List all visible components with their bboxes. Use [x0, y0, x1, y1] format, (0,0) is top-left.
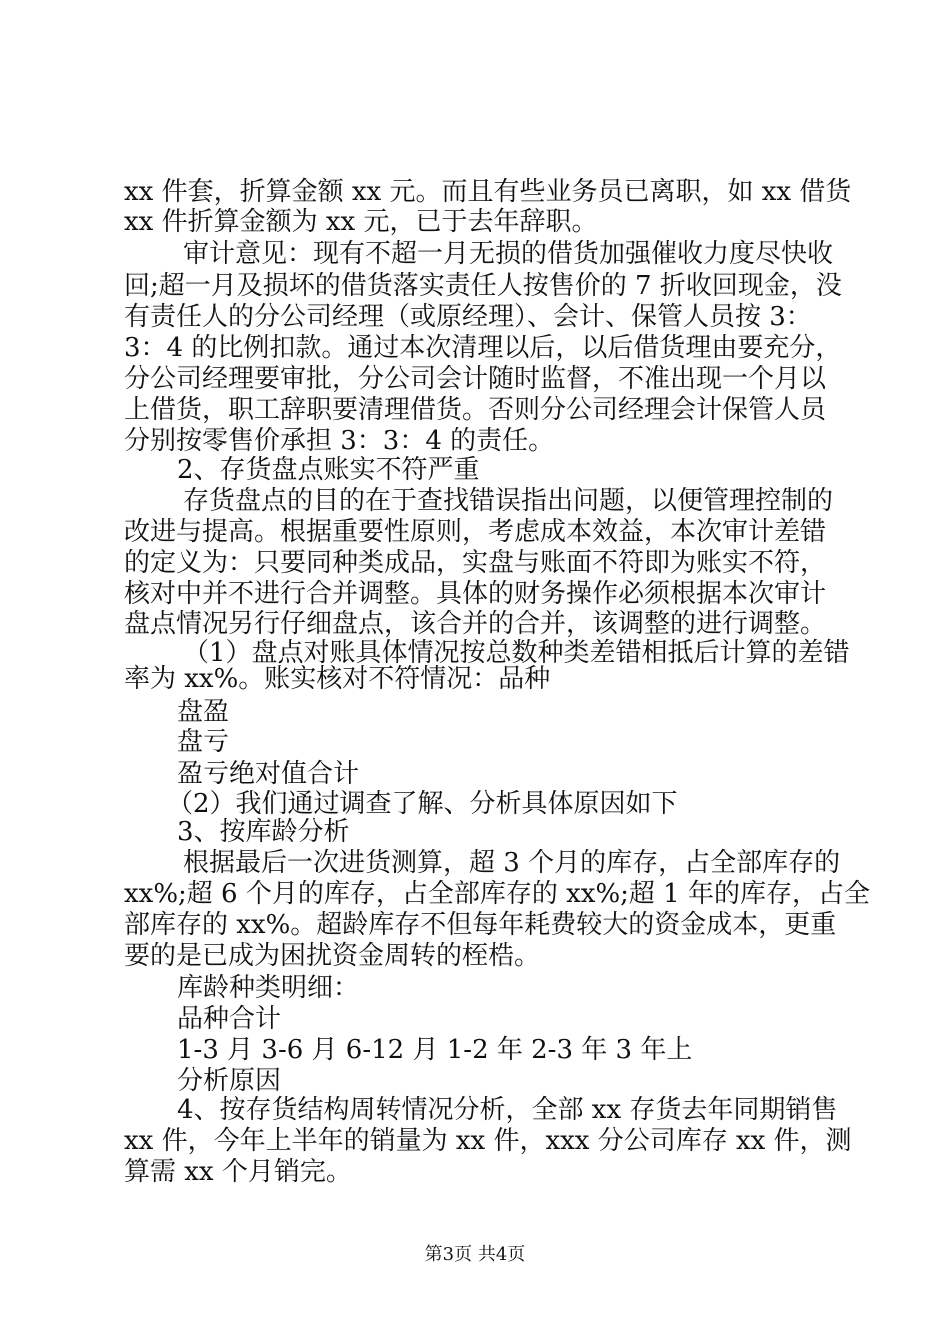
text-line: xx 件，今年上半年的销量为 xx 件，xxx 分公司库存 xx 件，测 [124, 1126, 852, 1156]
section-heading: 3、按库龄分析 [177, 817, 350, 847]
text-line: 盘盈 [177, 697, 230, 727]
text-line: 的定义为：只要同种类成品，实盘与账面不符即为账实不符， [124, 548, 827, 578]
text-line: 审计意见：现有不超一月无损的借货加强催收力度尽快收 [183, 239, 834, 269]
text-line: 根据最后一次进货测算，超 3 个月的库存，占全部库存的 [183, 848, 841, 878]
page-footer: 第3页 共4页 [424, 1244, 526, 1265]
text-line: 分别按零售价承担 3：3：4 的责任。 [124, 426, 555, 456]
text-line: xx 件套，折算金额 xx 元。而且有些业务员已离职，如 xx 借货 [124, 177, 852, 207]
text-line: 回;超一月及损坏的借货落实责任人按售价的 7 折收回现金，没 [124, 271, 842, 301]
text-line: 分析原因 [177, 1066, 282, 1096]
text-line: xx 件折算金额为 xx 元，已于去年辞职。 [124, 207, 598, 237]
text-line: 上借货，职工辞职要清理借货。否则分公司经理会计保管人员 [124, 395, 827, 425]
text-line: 率为 xx%。账实核对不符情况：品种 [124, 664, 551, 694]
text-line: （2）我们通过调查了解、分析具体原因如下 [167, 789, 678, 819]
section-heading: 2、存货盘点账实不符严重 [177, 455, 480, 485]
text-line: 存货盘点的目的在于查找错误指出问题，以便管理控制的 [183, 486, 834, 516]
text-line: 1-3 月 3-6 月 6-12 月 1-2 年 2-3 年 3 年上 [177, 1035, 693, 1065]
text-line: 品种合计 [177, 1004, 282, 1034]
text-line: 盘亏 [177, 727, 230, 757]
text-line: 盘点情况另行仔细盘点，该合并的合并，该调整的进行调整。 [124, 609, 827, 639]
text-line: 改进与提高。根据重要性原则，考虑成本效益，本次审计差错 [124, 517, 827, 547]
text-line: 部库存的 xx%。超龄库存不但每年耗费较大的资金成本，更重 [124, 910, 837, 940]
text-line: 要的是已成为困扰资金周转的桎梏。 [124, 941, 541, 971]
text-line: xx%;超 6 个月的库存，占全部库存的 xx%;超 1 年的库存，占全 [124, 879, 870, 909]
text-line: 3：4 的比例扣款。通过本次清理以后，以后借货理由要充分， [124, 333, 842, 363]
text-line: 4、按存货结构周转情况分析，全部 xx 存货去年同期销售 [177, 1095, 838, 1125]
text-line: 算需 xx 个月销完。 [124, 1157, 352, 1187]
text-line: 分公司经理要审批，分公司会计随时监督，不准出现一个月以 [124, 364, 827, 394]
text-line: 盈亏绝对值合计 [177, 759, 360, 789]
text-line: 核对中并不进行合并调整。具体的财务操作必须根据本次审计 [124, 579, 827, 609]
text-line: （1）盘点对账具体情况按总数种类差错相抵后计算的差错 [183, 638, 850, 668]
text-line: 有责任人的分公司经理（或原经理）、会计、保管人员按 3： [124, 302, 812, 332]
text-line: 库龄种类明细： [177, 973, 360, 1003]
